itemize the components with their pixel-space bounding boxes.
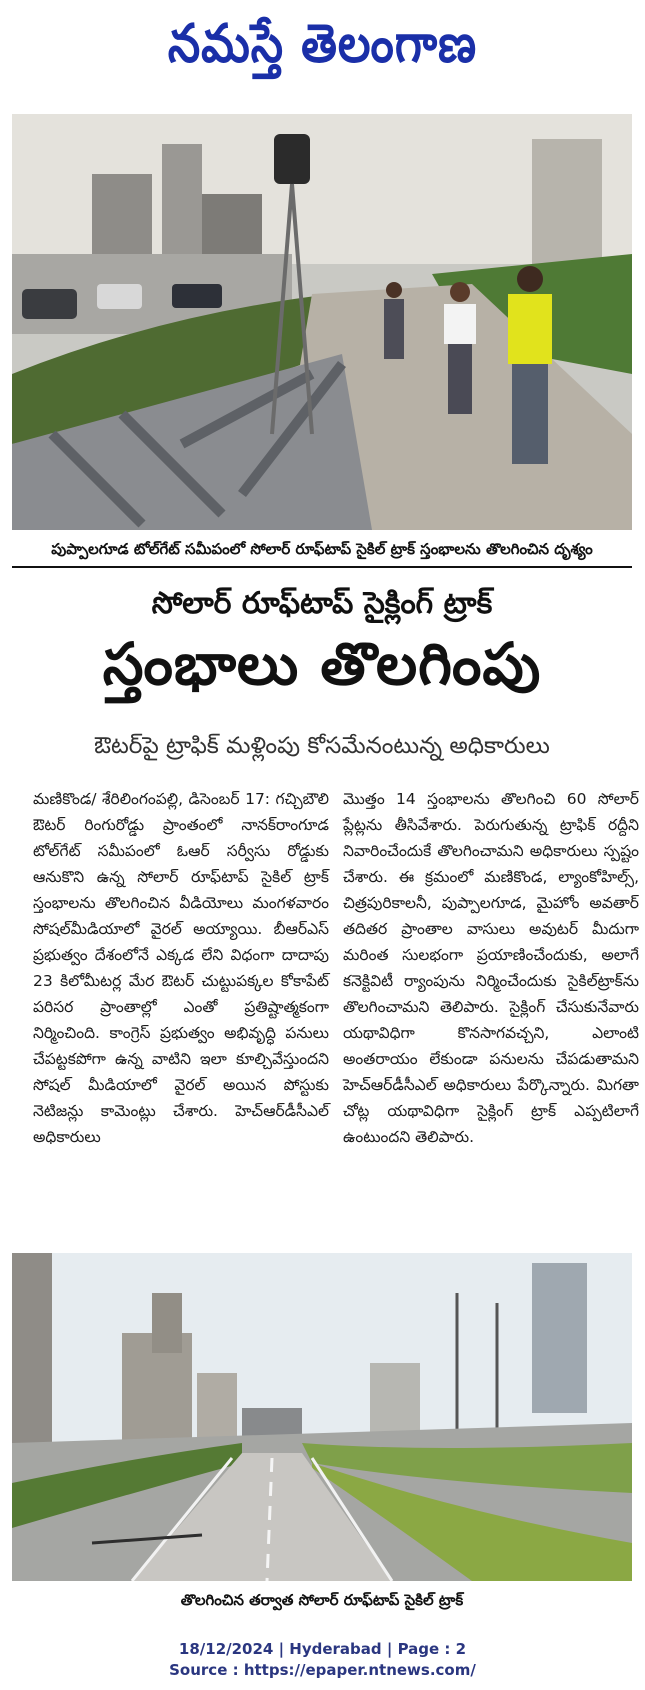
article-body-text: మణికొండ/ శేరిలింగంపల్లి, డిసెంబర్ 17: గచ్చిబౌలి ఔటర్ రింగురోడ్డు ప్రాంతంలో నానక్‌రాంగూడ టోల్‌గేట్ సమీపంలో ఓఆర్ సర్వీసు రోడ్డుకు ఆనుకొని ఉన్న సోలార్ రూఫ్‌టాప్ సైకిల్ ట్రాక్ స్తంభాలను తొలగించిన వీడియోలు మంగళవారం సోషల్‌మీడియాలో వైరల్ అయ్యాయి. బీఆర్‌ఎస్ ప్రభుత్వం దేశంలోనే ఎక్కడ లేని విధంగా దాదాపు 23 కిలోమీటర్ల మేర ఔటర్ చుట్టుపక్కల కోకాపేట్ పరిసర ప్రాంతాల్లో ఎంతో ప్రతిష్టాత్మకంగా నిర్మించింది. కాంగ్రెస్ ప్రభుత్వం అభివృద్ధి పనులు చేపట్టకపోగా ఉన్న వాటిని ఇలా కూల్చివేస్తుందని సోషల్ మీడియాలో వైరల్ అయిన పోస్టుకు నెటిజన్లు కామెంట్లు చేశారు. హెచ్‌ఆర్‌డీసీఎల్ అధికారులు bbox=[33, 790, 329, 1146]
article-subhead: ఔటర్‌పై ట్రాఫిక్ మళ్లింపు కోసమేనంటున్న అధికారులు bbox=[94, 733, 550, 759]
top-photo bbox=[12, 114, 632, 530]
caption-divider bbox=[12, 566, 632, 568]
article-column-2 bbox=[343, 786, 639, 1150]
masthead bbox=[0, 0, 645, 100]
article-column-1 bbox=[33, 786, 329, 1150]
bottom-photo bbox=[12, 1253, 632, 1581]
article-headline: స్తంభాలు తొలగింపు bbox=[102, 630, 542, 698]
footer-source-line: Source : https://epaper.ntnews.com/ bbox=[169, 1661, 476, 1679]
article-body-text: మొత్తం 14 స్తంభాలను తొలగించి 60 సోలార్ ప్లేట్లను తీసివేశారు. పెరుగుతున్న ట్రాఫిక్ రద్దీని నివారించేందుకే తొలగించామని అధికారులు స్పష్టం చేశారు. ఈ క్రమంలో మణికొండ, ల్యాంకోహిల్స్, చిత్రపురికాలనీ, పుప్పాలగూడ, మైహోం అవతార్ తదితర ప్రాంతాల వాసులు అవుటర్ మీదుగా మరింత సులభంగా ప్రయాణించేందుకు, అలాగే కనెక్టివిటీ ర్యాంపును నిర్మించేందుకు సైకిల్‌ట్రాక్‌ను తొలగించామని తెలిపారు. సైక్లింగ్ చేసుకునేవారు యథావిధిగా కొనసాగవచ్చని, ఎలాంటి అంతరాయం లేకుండా పనులను చేపడుతామని హెచ్‌ఆర్‌డీసీఎల్ అధికారులు పేర్కొన్నారు. మిగతా చోట్ల యథావిధిగా సైక్లింగ్ ట్రాక్ ఎప్పటిలాగే ఉంటుందని తెలిపారు. bbox=[343, 790, 639, 1146]
newspaper-title: నమస్తే తెలంగాణ bbox=[167, 12, 478, 75]
top-photo-caption: పుప్పాలగూడ టోల్‌గేట్ సమీపంలో సోలార్ రూఫ్‌టాప్ సైకిల్ ట్రాక్ స్తంభాలను తొలగించిన దృశ్యం bbox=[51, 540, 593, 558]
bottom-photo-caption: తొలగించిన తర్వాత సోలార్ రూఫ్‌టాప్ సైకిల్ ట్రాక్ bbox=[180, 1591, 464, 1609]
article-kicker: సోలార్ రూఫ్‌టాప్ సైక్లింగ్ ట్రాక్ bbox=[151, 586, 493, 621]
footer-date-line: 18/12/2024 | Hyderabad | Page : 2 bbox=[178, 1640, 467, 1658]
